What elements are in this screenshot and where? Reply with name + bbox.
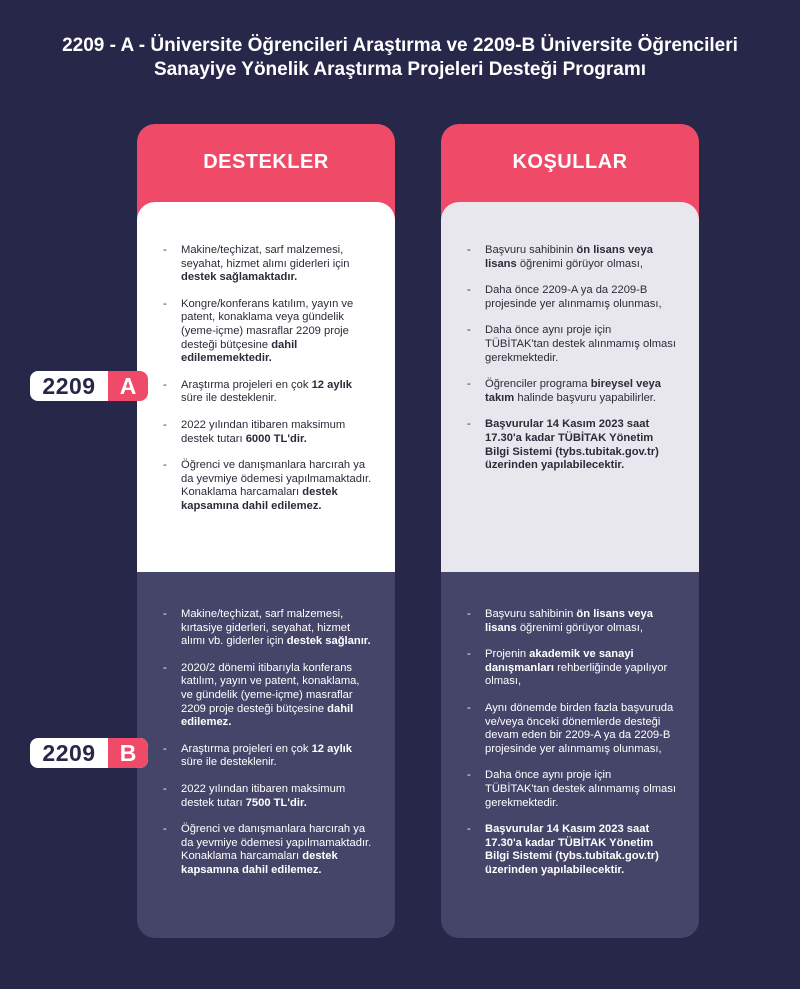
bold-text: ön lisans veya lisans: [485, 608, 653, 634]
list-item: [159, 783, 373, 810]
list-item: [463, 284, 677, 311]
bold-text: Başvurular 14 Kasım 2023 saat 17.30'a kadar TÜBİTAK Yönetim Bilgi Sistemi (tybs.tubitak.gov.tr) üzerinden yapılabilecektir.: [485, 823, 659, 876]
text: öğrenimi görüyor olması,: [516, 621, 643, 634]
destekler-b-list: [159, 608, 373, 878]
list-item: [159, 419, 373, 446]
text: Araştırma projeleri en çok: [181, 378, 312, 391]
kosullar-a-panel: [441, 202, 699, 572]
bold-text: destek kapsamına dahil edilemez.: [181, 486, 338, 512]
text: Başvuru sahibinin: [485, 244, 577, 256]
list-item: [463, 702, 677, 756]
text: Öğrenci ve danışmanlara harcırah ya da yevmiye ödemesi yapılmamaktadır. Konaklama harcamaları: [181, 459, 372, 499]
list-item: [159, 379, 373, 406]
text: süre ile desteklenir.: [181, 392, 277, 405]
badge-b-number: 2209: [42, 740, 96, 766]
badge-a-number: 2209: [42, 373, 96, 399]
list-item: [159, 823, 373, 877]
bold-text: destek sağlamaktadır.: [181, 271, 298, 284]
badge-2209-a: [30, 371, 148, 401]
destekler-b-panel: [137, 572, 395, 938]
kosullar-a-list: [463, 244, 677, 473]
kosullar-b-list: [463, 608, 677, 878]
text: Öğrenciler programa: [485, 378, 591, 391]
page-title: [0, 34, 800, 82]
list-item: [463, 823, 677, 877]
list-item: [463, 608, 677, 635]
bold-text: 12 aylık: [311, 378, 353, 391]
bold-text: destek sağlanır.: [286, 635, 371, 648]
title-line-1: 2209 - A - Üniversite Öğrencileri Araştırma ve 2209-B Üniversite Öğrencileri: [62, 35, 738, 56]
bold-text: 6000 TL'dir.: [245, 432, 307, 445]
text: Projenin: [485, 648, 530, 661]
text: rehberliğinde yapılıyor olması,: [485, 661, 668, 688]
badge-b-letter: B: [108, 738, 148, 768]
badge-a-letter: A: [108, 371, 148, 401]
text: Daha önce 2209-A ya da 2209-B projesinde yer alınmamış olunması,: [485, 284, 662, 310]
text: Daha önce aynı proje için TÜBİTAK'tan destek alınmamış olması gerekmektedir.: [485, 769, 676, 809]
list-item: [463, 769, 677, 810]
list-item: [463, 418, 677, 472]
text: halinde başvuru yapabilirler.: [514, 391, 657, 404]
badge-2209-b: [30, 738, 148, 768]
list-item: [463, 378, 677, 405]
kosullar-header: KOŞULLAR: [441, 124, 699, 222]
list-item: [159, 662, 373, 730]
bold-text: 12 aylık: [311, 742, 353, 755]
destekler-header: DESTEKLER: [137, 124, 395, 222]
text: 2020/2 dönemi itibarıyla konferans katılım, yayın ve patent, konaklama, ve gündelik (yeme-içme) masraflar 2209 proje desteği bütçesine: [181, 661, 360, 715]
list-item: [159, 298, 373, 366]
list-item: [159, 608, 373, 649]
text: öğrenimi görüyor olması,: [516, 257, 643, 270]
list-item: [463, 324, 677, 365]
destekler-a-list: [159, 244, 373, 514]
list-item: [463, 648, 677, 689]
text: Başvuru sahibinin: [485, 608, 577, 620]
title-line-2: Sanayiye Yönelik Araştırma Projeleri Desteği Programı: [153, 59, 647, 80]
text: süre ile desteklenir.: [181, 756, 277, 769]
bold-text: 7500 TL'dir.: [245, 796, 307, 809]
bold-text: bireysel veya takım: [485, 378, 661, 404]
kosullar-column: [441, 124, 699, 876]
text: 2022 yılından itibaren maksimum destek tutarı: [181, 418, 346, 445]
text: Makine/teçhizat, sarf malzemesi, seyahat, hizmet alımı giderleri için: [181, 244, 350, 270]
bold-text: akademik ve sanayi danışmanları: [485, 648, 634, 674]
bold-text: dahil edilememektedir.: [181, 338, 298, 365]
list-item: [463, 244, 677, 271]
list-item: [159, 459, 373, 513]
list-item: [159, 743, 373, 770]
text: Aynı dönemde birden fazla başvuruda ve/veya önceki dönemlerde desteği devam eden bir 2209-A ya da 2209-B projesinde yer alınmamış olunması,: [485, 701, 674, 755]
bold-text: Başvurular 14 Kasım 2023 saat 17.30'a kadar TÜBİTAK Yönetim Bilgi Sistemi (tybs.tubitak.gov.tr) üzerinden yapılabilecektir.: [485, 418, 659, 472]
text: Araştırma projeleri en çok: [181, 742, 312, 755]
text: Öğrenci ve danışmanlara harcırah ya da yevmiye ödemesi yapılmamaktadır. Konaklama harcamaları: [181, 823, 372, 863]
kosullar-b-panel: [441, 572, 699, 938]
list-item: [159, 244, 373, 285]
bold-text: destek kapsamına dahil edilemez.: [181, 850, 338, 876]
destekler-a-panel: [137, 202, 395, 572]
text: Daha önce aynı proje için TÜBİTAK'tan destek alınmamış olması gerekmektedir.: [485, 324, 676, 364]
text: Makine/teçhizat, sarf malzemesi, kırtasiye giderleri, seyahat, hizmet alımı vb. giderler için: [181, 608, 351, 648]
destekler-column: [137, 124, 395, 876]
text: Kongre/konferans katılım, yayın ve patent, konaklama veya gündelik (yeme-içme) masraflar 2209 proje desteği bütçesine: [181, 297, 354, 351]
bold-text: dahil edilemez.: [181, 702, 354, 729]
bold-text: ön lisans veya lisans: [485, 244, 653, 270]
text: 2022 yılından itibaren maksimum destek tutarı: [181, 782, 346, 809]
